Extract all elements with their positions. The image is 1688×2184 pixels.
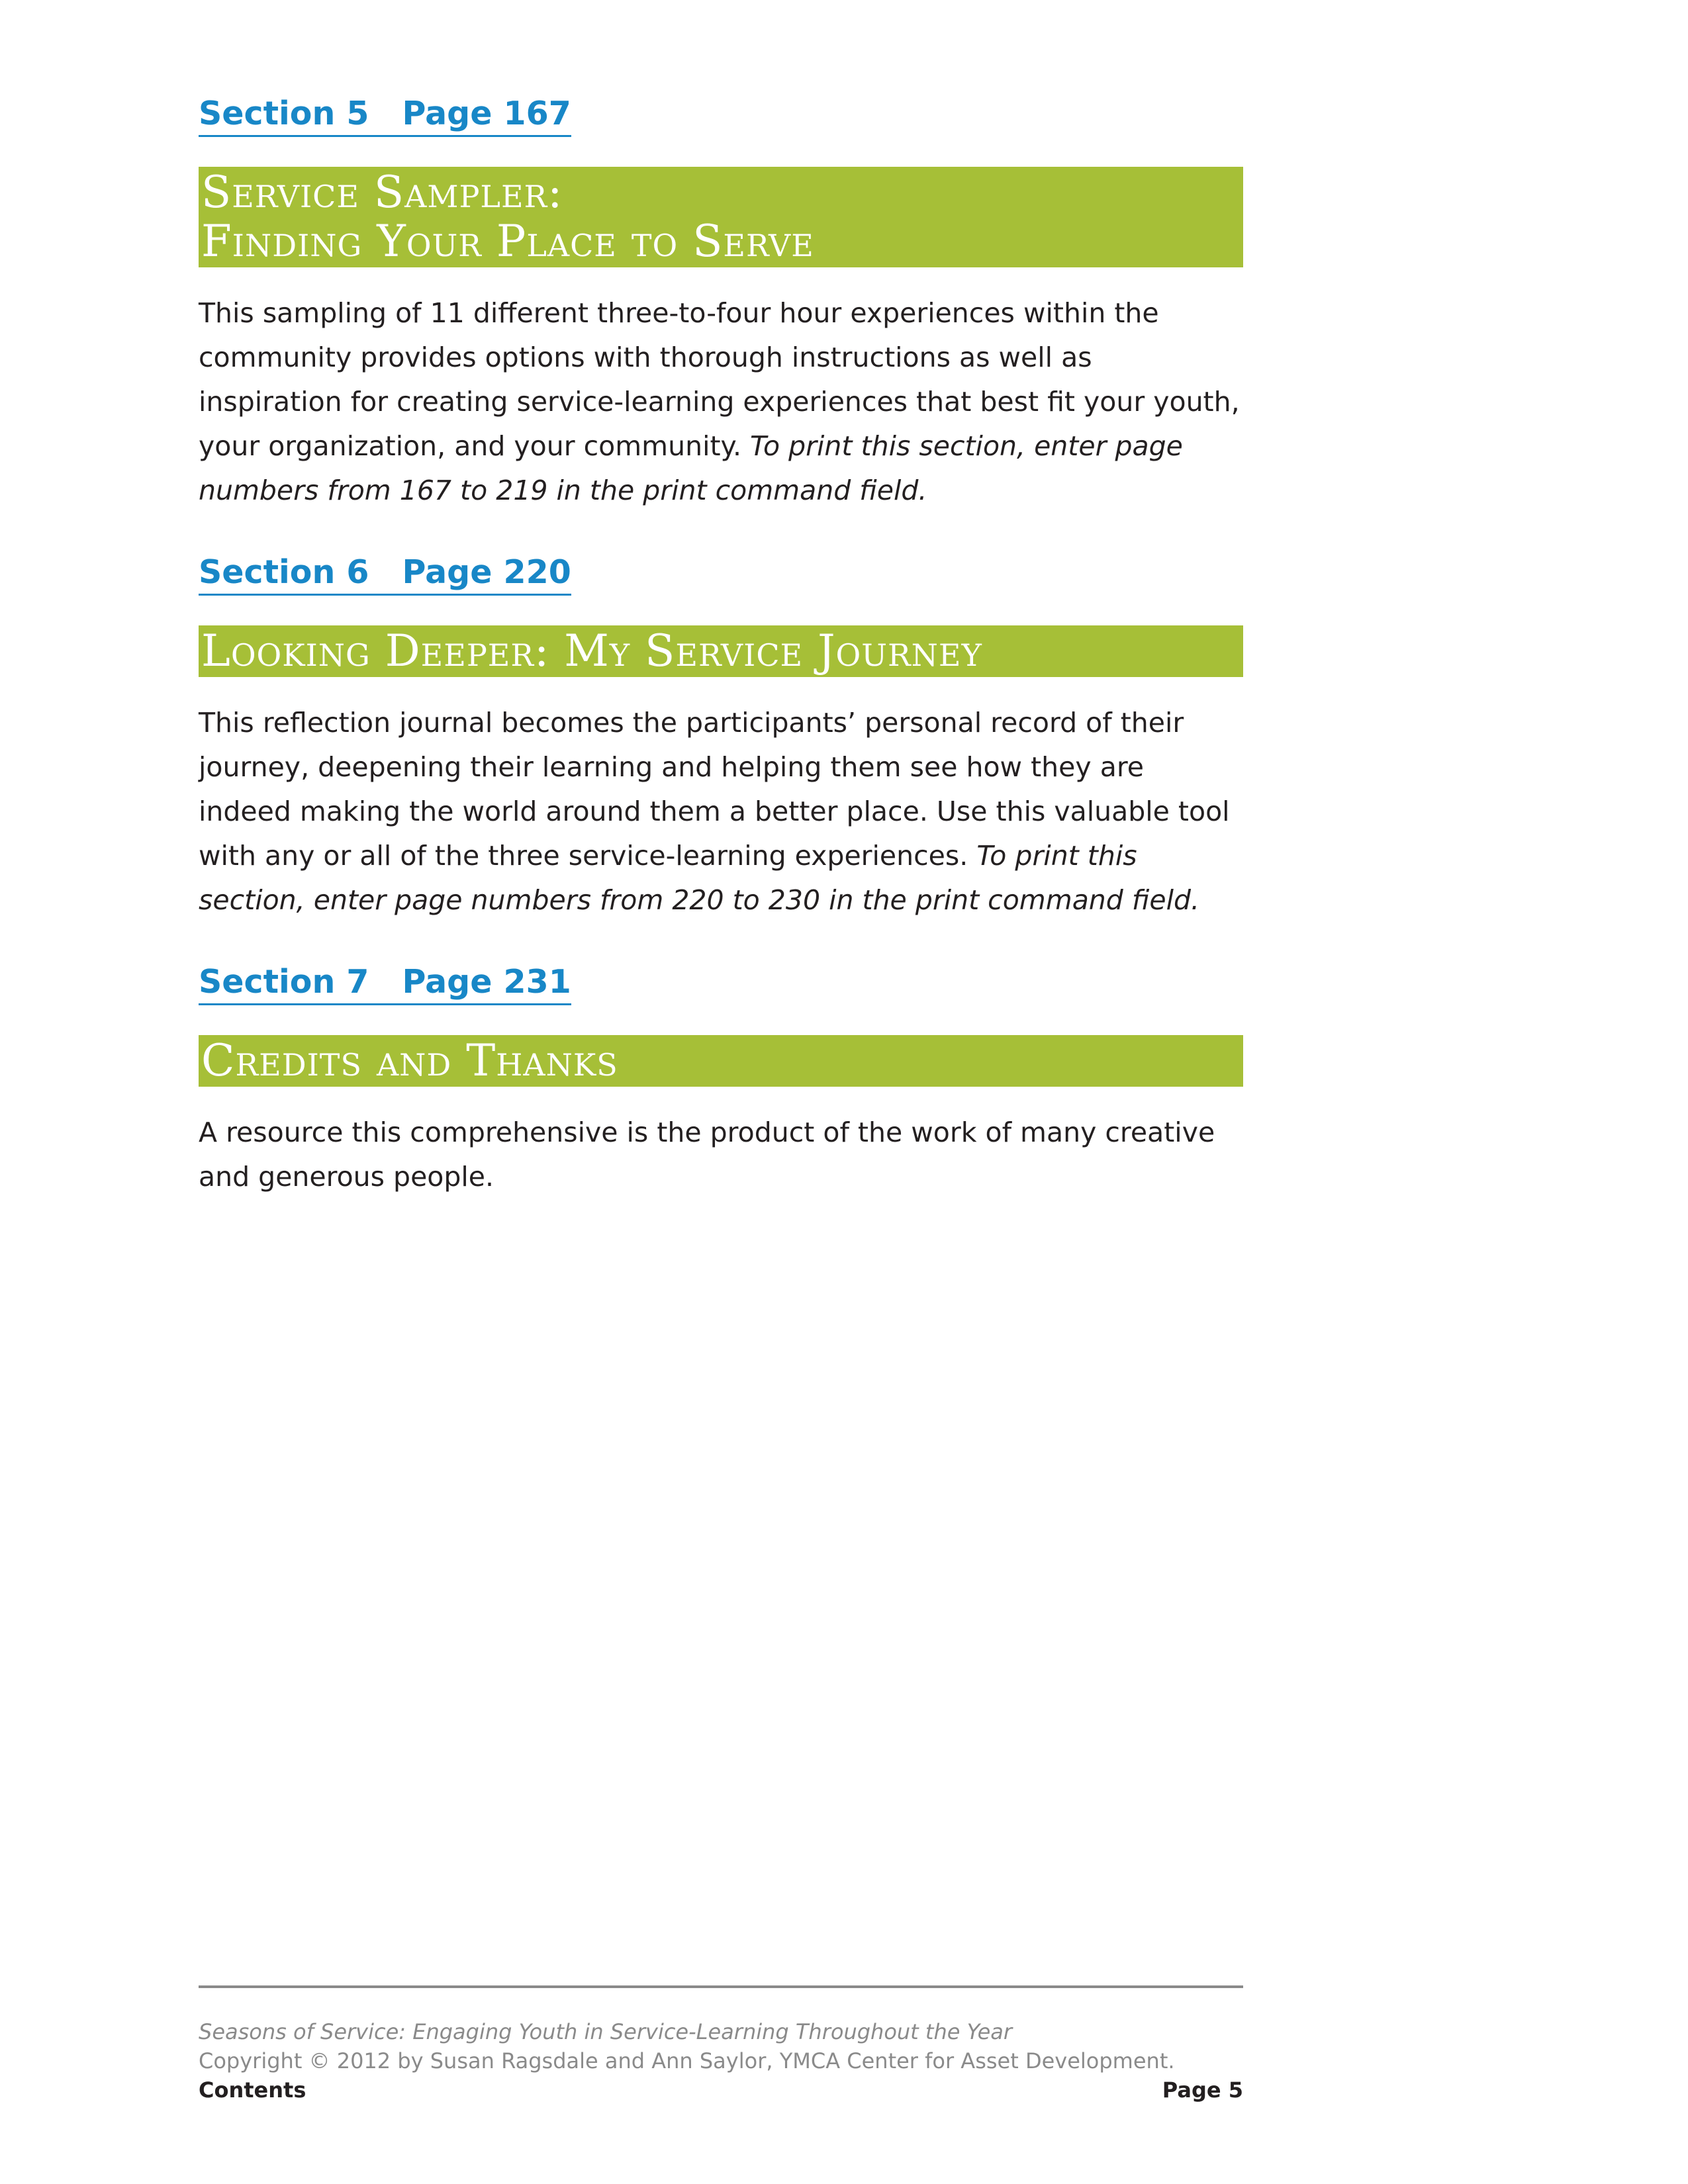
section-7-title-banner	[199, 1035, 1243, 1087]
section-6-entry	[199, 551, 1243, 596]
section-7-page: Page 231	[402, 963, 571, 1001]
section-6-label: Section 6	[199, 553, 369, 591]
section-5-description	[199, 291, 1243, 513]
footer-copyright: Copyright © 2012 by Susan Ragsdale and Ann Saylor, YMCA Center for Asset Development.	[199, 2048, 1175, 2073]
section-5-title-banner	[199, 167, 1243, 267]
section-6-link[interactable]	[199, 551, 571, 596]
section-6-description	[199, 701, 1243, 923]
section-5-description-text: This sampling of 11 different three-to-four hour experiences within the community provides options with thorough instructions as well as inspiration for creating service-learning experiences that best fit your youth, your organization, and your community.	[199, 297, 1240, 462]
section-7-title-line-1: Credits and Thanks	[201, 1035, 618, 1086]
section-7-link[interactable]	[199, 961, 571, 1005]
section-6-description-text: This reflection journal becomes the participants’ personal record of their journey, deepening their learning and helping them see how they are indeed making the world around them a better place. Use this valuable tool with any or all of the three service-learning experiences.	[199, 707, 1230, 872]
section-5-link[interactable]	[199, 93, 571, 137]
section-6-title-line-1: Looking Deeper: My Service Journey	[201, 625, 982, 676]
section-7-label: Section 7	[199, 963, 369, 1001]
footer-page-number: Page 5	[1162, 2077, 1243, 2103]
footer-bottom-row	[199, 2075, 1243, 2105]
section-7-description-text: A resource this comprehensive is the product of the work of many creative and generous people.	[199, 1116, 1215, 1193]
section-5-title-line-2: Finding Your Place to Serve	[201, 216, 814, 267]
section-5-page: Page 167	[402, 95, 571, 132]
section-6-page: Page 220	[402, 553, 571, 591]
section-7-entry	[199, 961, 1243, 1005]
footer-book-title: Seasons of Service: Engaging Youth in Service-Learning Throughout the Year	[199, 2019, 1013, 2044]
footer-section-name: Contents	[199, 2077, 306, 2103]
page-footer	[199, 1985, 1243, 2105]
section-6-print-note: To print this section, enter page numbers from 220 to 230 in the print command field.	[199, 840, 1200, 916]
section-5-print-note: To print this section, enter page numbers from 167 to 219 in the print command field.	[199, 430, 1183, 506]
contents-page	[199, 93, 1243, 1199]
section-7-description	[199, 1111, 1243, 1199]
footer-divider	[199, 1985, 1243, 1988]
section-5-entry	[199, 93, 1243, 137]
section-6-title-banner	[199, 625, 1243, 677]
section-5-title-line-1: Service Sampler:	[201, 167, 563, 218]
section-5-label: Section 5	[199, 95, 369, 132]
